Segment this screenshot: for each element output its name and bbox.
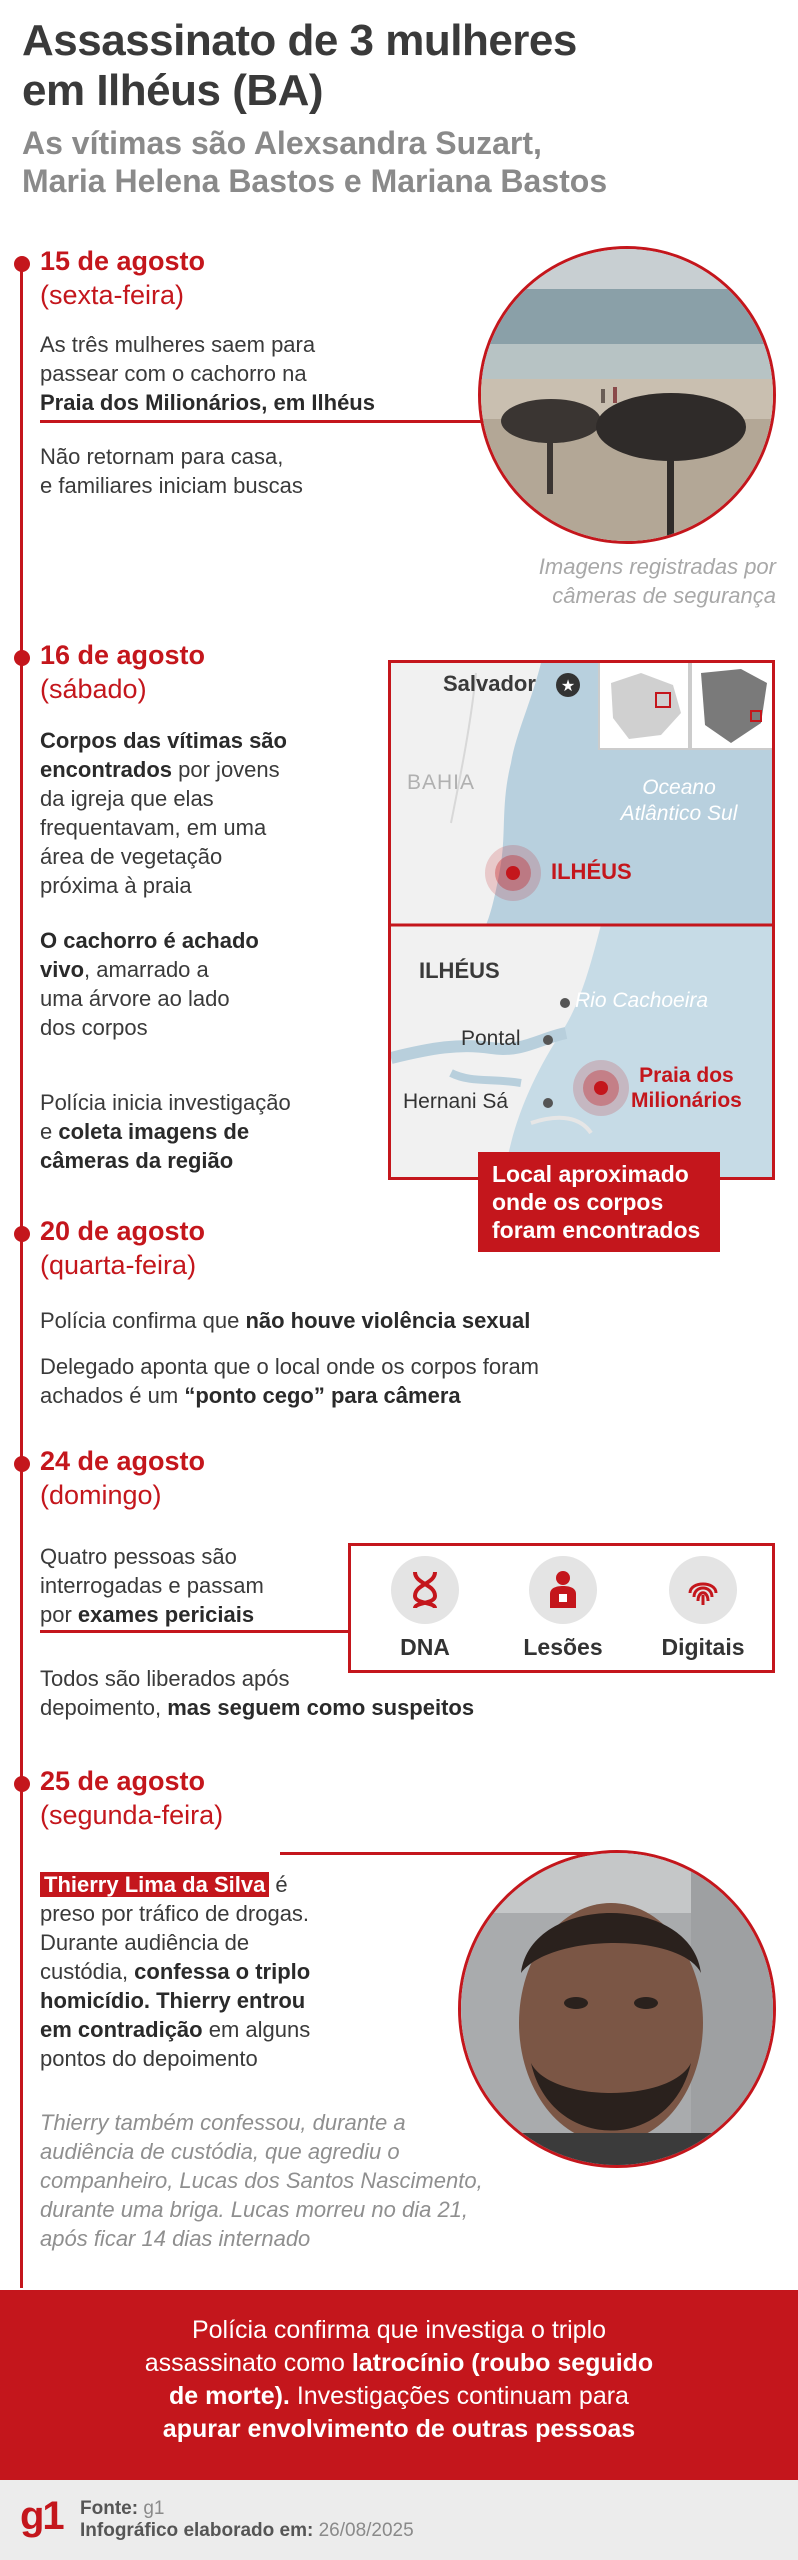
exams-box [348,1543,775,1673]
map-callout-box: Local aproximado onde os corpos foram encontrados [478,1152,720,1252]
exam-item-lesoes: Lesões [503,1556,623,1661]
event-3-text-2: Delegado aponta que o local onde os corpos foram achados é um “ponto cego” para câmera [40,1354,540,1408]
photo-caption: Imagens registradas por câmeras de segurança [538,554,776,608]
timeline-dot-4 [14,1456,30,1472]
map-label-rio: Rio Cachoeira [575,989,709,1012]
page-subtitle: As vítimas são Alexsandra Suzart, Maria Helena Bastos e Mariana Bastos [22,125,608,199]
injury-icon [529,1556,597,1624]
map-label-pontal: Pontal [461,1027,521,1050]
conclusion-banner: Polícia confirma que investiga o triplo assassinato como latrocínio (roubo seguido de morte). Investigações continuam para apurar envolvimento de outras pessoas [0,2290,798,2480]
map-label-hernani: Hernani Sá [403,1090,509,1113]
map-label-salvador: Salvador [443,671,536,696]
map-label-ocean: Oceano Atlântico Sul [620,776,738,825]
event-2-text-3: Polícia inicia investigação e coleta imagens de câmeras da região [40,1090,291,1173]
exam-item-digitais: Digitais [643,1556,763,1661]
event-2-date: 16 de agosto (sábado) [40,640,206,704]
map-label-ilheus: ILHÉUS [419,958,500,983]
event-1-text: As três mulheres saem para passear com o cachorro na Praia dos Milionários, em Ilhéus [40,332,375,415]
exam-item-dna: DNA [365,1556,485,1661]
timeline-dot-5 [14,1776,30,1792]
map-label-ilheus-marker: ILHÉUS [551,859,632,884]
svg-text:★: ★ [560,676,576,695]
timeline-dot-3 [14,1226,30,1242]
map-label-praia: Praia dos Milionários [631,1064,742,1112]
footer-credits: Fonte: g1 Infográfico elaborado em: 26/08/2025 [80,2498,414,2541]
location-map [388,660,775,1180]
timeline-dot-1 [14,256,30,272]
fingerprint-icon [669,1556,737,1624]
event-4-text-2: Todos são liberados após depoimento, mas seguem como suspeitos [40,1666,475,1720]
connector-line-5 [280,1852,610,1855]
event-2-text-2: O cachorro é achado vivo, amarrado a uma árvore ao lado dos corpos [40,928,259,1040]
event-5-text: Thierry Lima da Silva é preso por tráfico de drogas. Durante audiência de custódia, confessa o triplo homicídio. Thierry entrou em contradição em alguns pontos do depoimento [40,1872,311,2071]
connector-line [40,420,485,423]
suspect-name: Thierry Lima da Silva [40,1872,269,1897]
beach-photo [478,246,776,544]
timeline-dot-2 [14,650,30,666]
event-1-date: 15 de agosto (sexta-feira) [40,246,206,310]
event-5-note: Thierry também confessou, durante a audiência de custódia, que agrediu o companheiro, Lucas dos Santos Nascimento, durante uma briga. Lucas morreu no dia 21, após ficar 14 dias internado [40,2110,483,2251]
event-3-date: 20 de agosto (quarta-feira) [40,1216,206,1280]
event-2-text-1: Corpos das vítimas são encontrados por jovens da igreja que elas frequentavam, em uma área de vegetação próxima à praia [40,728,287,898]
event-4-date: 24 de agosto (domingo) [40,1446,206,1510]
g1-logo: g1 [20,2494,63,2538]
event-1-text-2: Não retornam para casa, e familiares iniciam buscas [40,444,303,498]
event-5-date: 25 de agosto (segunda-feira) [40,1766,224,1830]
event-4-text-1: Quatro pessoas são interrogadas e passam por exames periciais [40,1544,264,1627]
dna-icon [391,1556,459,1624]
connector-line-4 [40,1630,350,1633]
page-title: Assassinato de 3 mulheres em Ilhéus (BA) [22,16,577,115]
event-3-text-1: Polícia confirma que não houve violência sexual [40,1308,531,1333]
map-label-bahia: BAHIA [407,771,476,794]
footer [0,2480,798,2560]
timeline-line [20,258,23,2288]
